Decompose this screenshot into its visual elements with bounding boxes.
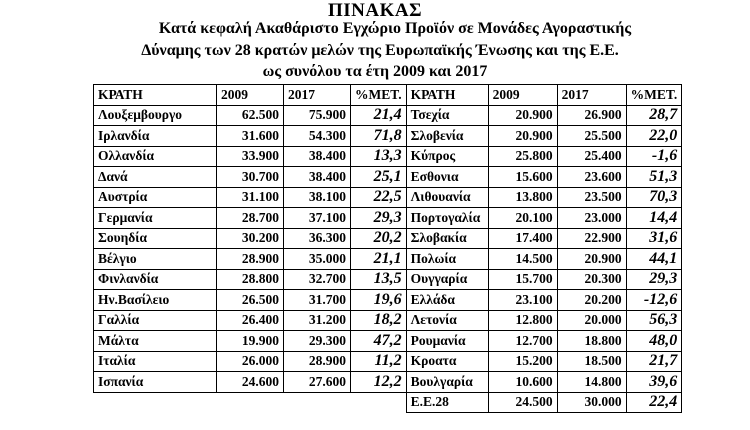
header-left-change: %ΜΕΤ. <box>351 85 407 106</box>
table-row <box>94 208 682 229</box>
left-2017-cell: 27.600 <box>284 372 351 393</box>
right-2017-cell: 25.500 <box>557 126 626 147</box>
left-2009-cell: 26.500 <box>217 290 284 311</box>
left-change-cell: 25,1 <box>351 167 407 188</box>
header-right-country: ΚΡΑΤΗ <box>406 85 488 106</box>
right-2017-cell: 25.400 <box>557 146 626 167</box>
left-2017-cell: 38.100 <box>284 187 351 208</box>
total-2009-cell: 24.500 <box>488 392 557 413</box>
header-row <box>94 85 682 106</box>
right-2017-cell: 23.000 <box>557 208 626 229</box>
left-country-cell: Φινλανδία <box>94 269 217 290</box>
left-country-cell: Γαλλία <box>94 310 217 331</box>
right-country-cell: Ρουμανία <box>406 331 488 352</box>
left-2009-cell: 26.400 <box>217 310 284 331</box>
right-change-cell: 22,0 <box>626 126 682 147</box>
right-change-cell: 21,7 <box>626 351 682 372</box>
total-2017-cell: 30.000 <box>557 392 626 413</box>
table-row <box>94 146 682 167</box>
left-country-cell: Μάλτα <box>94 331 217 352</box>
left-2017-cell: 29.300 <box>284 331 351 352</box>
right-country-cell: Κύπρος <box>406 146 488 167</box>
right-change-cell: 28,7 <box>626 105 682 126</box>
title-line-1: Κατά κεφαλή Ακαθάριστο Εγχώριο Προϊόν σε Μονάδες Αγοραστικής <box>158 20 632 37</box>
left-2017-cell: 38.400 <box>284 146 351 167</box>
total-label-cell: Ε.Ε.28 <box>406 392 488 413</box>
right-2009-cell: 20.100 <box>488 208 557 229</box>
right-2017-cell: 20.900 <box>557 249 626 270</box>
right-country-cell: Λιθουανία <box>406 187 488 208</box>
right-2017-cell: 20.300 <box>557 269 626 290</box>
left-2009-cell: 62.500 <box>217 105 284 126</box>
right-country-cell: Πολωία <box>406 249 488 270</box>
right-country-cell: Τσεχία <box>406 105 488 126</box>
left-2009-cell: 28.800 <box>217 269 284 290</box>
right-2009-cell: 14.500 <box>488 249 557 270</box>
table-row <box>94 249 682 270</box>
left-2009-cell: 30.200 <box>217 228 284 249</box>
right-change-cell: -1,6 <box>626 146 682 167</box>
right-country-cell: Κροατα <box>406 351 488 372</box>
total-change-cell: 22,4 <box>626 392 682 413</box>
right-2009-cell: 17.400 <box>488 228 557 249</box>
left-2017-cell: 35.000 <box>284 249 351 270</box>
right-2009-cell: 23.100 <box>488 290 557 311</box>
left-change-cell: 13,5 <box>351 269 407 290</box>
left-country-cell: Ολλανδία <box>94 146 217 167</box>
right-2017-cell: 20.000 <box>557 310 626 331</box>
total-row <box>94 392 682 413</box>
right-2009-cell: 20.900 <box>488 126 557 147</box>
table-body <box>94 105 682 413</box>
left-2017-cell: 38.400 <box>284 167 351 188</box>
table-row <box>94 167 682 188</box>
right-country-cell: Σλοβακία <box>406 228 488 249</box>
right-change-cell: 14,4 <box>626 208 682 229</box>
right-country-cell: Εσθονια <box>406 167 488 188</box>
table-row <box>94 269 682 290</box>
left-2017-cell: 28.900 <box>284 351 351 372</box>
left-change-cell: 11,2 <box>351 351 407 372</box>
right-2009-cell: 25.800 <box>488 146 557 167</box>
left-2009-cell: 31.100 <box>217 187 284 208</box>
left-change-cell: 20,2 <box>351 228 407 249</box>
right-change-cell: 29,3 <box>626 269 682 290</box>
left-change-cell: 21,1 <box>351 249 407 270</box>
left-2009-cell: 24.600 <box>217 372 284 393</box>
right-2009-cell: 12.700 <box>488 331 557 352</box>
left-2017-cell: 37.100 <box>284 208 351 229</box>
header-right-2017: 2017 <box>557 85 626 106</box>
left-change-cell: 22,5 <box>351 187 407 208</box>
left-country-cell: Ιταλία <box>94 351 217 372</box>
right-2009-cell: 15.600 <box>488 167 557 188</box>
right-2009-cell: 10.600 <box>488 372 557 393</box>
right-change-cell: 31,6 <box>626 228 682 249</box>
left-2017-cell: 31.200 <box>284 310 351 331</box>
right-country-cell: Σλοβενία <box>406 126 488 147</box>
left-2009-cell: 30.700 <box>217 167 284 188</box>
left-2009-cell: 19.900 <box>217 331 284 352</box>
left-change-cell: 18,2 <box>351 310 407 331</box>
right-change-cell: 48,0 <box>626 331 682 352</box>
left-2009-cell: 28.700 <box>217 208 284 229</box>
left-2017-cell: 31.700 <box>284 290 351 311</box>
right-change-cell: -12,6 <box>626 290 682 311</box>
header-left-country: ΚΡΑΤΗ <box>94 85 217 106</box>
total-row-spacer <box>94 392 407 413</box>
right-country-cell: Πορτογαλία <box>406 208 488 229</box>
left-country-cell: Ην.Βασίλειο <box>94 290 217 311</box>
right-change-cell: 51,3 <box>626 167 682 188</box>
table-row <box>94 290 682 311</box>
left-2017-cell: 36.300 <box>284 228 351 249</box>
gdp-table <box>93 84 682 413</box>
left-country-cell: Αυστρία <box>94 187 217 208</box>
left-2009-cell: 26.000 <box>217 351 284 372</box>
table-row <box>94 126 682 147</box>
right-change-cell: 70,3 <box>626 187 682 208</box>
right-2009-cell: 15.700 <box>488 269 557 290</box>
left-country-cell: Σουηδία <box>94 228 217 249</box>
right-2017-cell: 18.800 <box>557 331 626 352</box>
left-change-cell: 29,3 <box>351 208 407 229</box>
left-change-cell: 19,6 <box>351 290 407 311</box>
left-2009-cell: 33.900 <box>217 146 284 167</box>
header-left-2017: 2017 <box>284 85 351 106</box>
header-left-2009: 2009 <box>217 85 284 106</box>
left-2009-cell: 28.900 <box>217 249 284 270</box>
table-row <box>94 105 682 126</box>
table-row <box>94 187 682 208</box>
left-2009-cell: 31.600 <box>217 126 284 147</box>
left-country-cell: Λουξεμβουργο <box>94 105 217 126</box>
right-2017-cell: 20.200 <box>557 290 626 311</box>
left-country-cell: Βέλγιο <box>94 249 217 270</box>
table-row <box>94 228 682 249</box>
left-change-cell: 12,2 <box>351 372 407 393</box>
left-change-cell: 13,3 <box>351 146 407 167</box>
left-2017-cell: 75.900 <box>284 105 351 126</box>
right-change-cell: 39,6 <box>626 372 682 393</box>
header-right-change: %ΜΕΤ. <box>626 85 682 106</box>
table-row <box>94 310 682 331</box>
right-2017-cell: 26.900 <box>557 105 626 126</box>
right-2017-cell: 14.800 <box>557 372 626 393</box>
left-change-cell: 21,4 <box>351 105 407 126</box>
left-2017-cell: 54.300 <box>284 126 351 147</box>
title-line-2: Δύναμης των 28 κρατών μελών της Ευρωπαϊκής Ένωσης και της Ε.Ε. <box>141 42 619 59</box>
right-country-cell: Ουγγαρία <box>406 269 488 290</box>
table-row <box>94 351 682 372</box>
table-label: ΠΙΝΑΚΑΣ <box>327 0 423 21</box>
left-country-cell: Ισπανία <box>94 372 217 393</box>
right-change-cell: 56,3 <box>626 310 682 331</box>
right-2017-cell: 22.900 <box>557 228 626 249</box>
left-country-cell: Δανά <box>94 167 217 188</box>
left-change-cell: 71,8 <box>351 126 407 147</box>
title-line-3: ως συνόλου τα έτη 2009 και 2017 <box>262 63 488 80</box>
left-2017-cell: 32.700 <box>284 269 351 290</box>
right-2009-cell: 15.200 <box>488 351 557 372</box>
right-2017-cell: 23.500 <box>557 187 626 208</box>
left-change-cell: 47,2 <box>351 331 407 352</box>
right-2017-cell: 18.500 <box>557 351 626 372</box>
right-2017-cell: 23.600 <box>557 167 626 188</box>
left-country-cell: Γερμανία <box>94 208 217 229</box>
header-right-2009: 2009 <box>488 85 557 106</box>
right-country-cell: Ελλάδα <box>406 290 488 311</box>
right-2009-cell: 12.800 <box>488 310 557 331</box>
right-2009-cell: 20.900 <box>488 105 557 126</box>
right-2009-cell: 13.800 <box>488 187 557 208</box>
table-row <box>94 372 682 393</box>
right-country-cell: Λετονία <box>406 310 488 331</box>
right-country-cell: Βουλγαρία <box>406 372 488 393</box>
right-change-cell: 44,1 <box>626 249 682 270</box>
table-row <box>94 331 682 352</box>
left-country-cell: Ιρλανδία <box>94 126 217 147</box>
